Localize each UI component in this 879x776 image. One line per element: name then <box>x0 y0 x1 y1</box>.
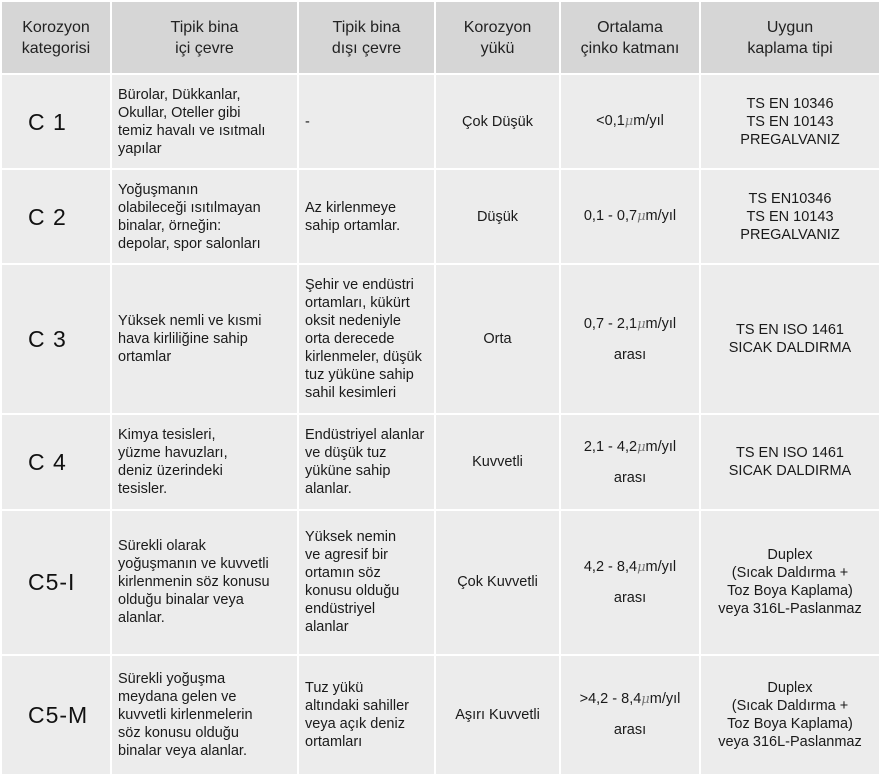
category-cell: C5-I <box>1 510 111 655</box>
category-cell: C 2 <box>1 169 111 264</box>
load-cell: Orta <box>435 264 560 414</box>
table-row <box>1 414 879 509</box>
coating-cell: TS EN 10346 TS EN 10143 PREGALVANIZ <box>700 74 879 169</box>
zinc-cell: 2,1 - 4,2μm/yıl arası <box>560 414 700 509</box>
header-indoor: Tipik bina içi çevre <box>111 1 298 74</box>
table-row <box>1 510 879 655</box>
micro-symbol: μ <box>637 439 646 455</box>
category-cell: C 4 <box>1 414 111 509</box>
outdoor-cell: Az kirlenmeye sahip ortamlar. <box>298 169 435 264</box>
table-row <box>1 655 879 775</box>
table-header-row <box>1 1 879 74</box>
zinc-cell: >4,2 - 8,4μm/yıl arası <box>560 655 700 775</box>
indoor-cell: Sürekli olarak yoğuşmanın ve kuvvetli kirlenmenin söz konusu olduğu binalar veya alanlar. <box>111 510 298 655</box>
outdoor-cell: Endüstriyel alanlar ve düşük tuz yüküne sahip alanlar. <box>298 414 435 509</box>
outdoor-cell: - <box>298 74 435 169</box>
indoor-cell: Bürolar, Dükkanlar, Okullar, Oteller gibi temiz havalı ve ısıtmalı yapılar <box>111 74 298 169</box>
indoor-cell: Sürekli yoğuşma meydana gelen ve kuvvetli kirlenmelerin söz konusu olduğu binalar veya alanlar. <box>111 655 298 775</box>
table-row <box>1 74 879 169</box>
outdoor-cell: Yüksek nemin ve agresif bir ortamın söz konusu olduğu endüstriyel alanlar <box>298 510 435 655</box>
micro-symbol: μ <box>637 559 646 575</box>
table-row <box>1 169 879 264</box>
indoor-cell: Yoğuşmanın olabileceği ısıtılmayan binalar, örneğin: depolar, spor salonları <box>111 169 298 264</box>
coating-cell: Duplex (Sıcak Daldırma + Toz Boya Kaplama) veya 316L-Paslanmaz <box>700 510 879 655</box>
header-category: Korozyon kategorisi <box>1 1 111 74</box>
header-outdoor: Tipik bina dışı çevre <box>298 1 435 74</box>
coating-cell: TS EN ISO 1461 SICAK DALDIRMA <box>700 264 879 414</box>
outdoor-cell: Şehir ve endüstri ortamları, kükürt oksit nedeniyle orta derecede kirlenmeler, düşük tuz yüküne sahip sahil kesimleri <box>298 264 435 414</box>
indoor-cell: Yüksek nemli ve kısmi hava kirliliğine sahip ortamlar <box>111 264 298 414</box>
zinc-cell: 0,7 - 2,1μm/yıl arası <box>560 264 700 414</box>
category-cell: C 1 <box>1 74 111 169</box>
header-coating: Uygun kaplama tipi <box>700 1 879 74</box>
outdoor-cell: Tuz yükü altındaki sahiller veya açık deniz ortamları <box>298 655 435 775</box>
load-cell: Aşırı Kuvvetli <box>435 655 560 775</box>
micro-symbol: μ <box>624 114 634 130</box>
micro-symbol: μ <box>641 692 650 708</box>
coating-cell: Duplex (Sıcak Daldırma + Toz Boya Kaplama) veya 316L-Paslanmaz <box>700 655 879 775</box>
table-row <box>1 264 879 414</box>
load-cell: Düşük <box>435 169 560 264</box>
header-zinc: Ortalama çinko katmanı <box>560 1 700 74</box>
coating-cell: TS EN10346 TS EN 10143 PREGALVANIZ <box>700 169 879 264</box>
category-cell: C5-M <box>1 655 111 775</box>
load-cell: Çok Kuvvetli <box>435 510 560 655</box>
zinc-cell: <0,1μm/yıl <box>560 74 700 169</box>
micro-symbol: μ <box>637 316 646 332</box>
indoor-cell: Kimya tesisleri, yüzme havuzları, deniz üzerindeki tesisler. <box>111 414 298 509</box>
load-cell: Çok Düşük <box>435 74 560 169</box>
zinc-cell: 0,1 - 0,7μm/yıl <box>560 169 700 264</box>
header-load: Korozyon yükü <box>435 1 560 74</box>
zinc-cell: 4,2 - 8,4μm/yıl arası <box>560 510 700 655</box>
load-cell: Kuvvetli <box>435 414 560 509</box>
category-cell: C 3 <box>1 264 111 414</box>
coating-cell: TS EN ISO 1461 SICAK DALDIRMA <box>700 414 879 509</box>
micro-symbol: μ <box>637 209 646 225</box>
